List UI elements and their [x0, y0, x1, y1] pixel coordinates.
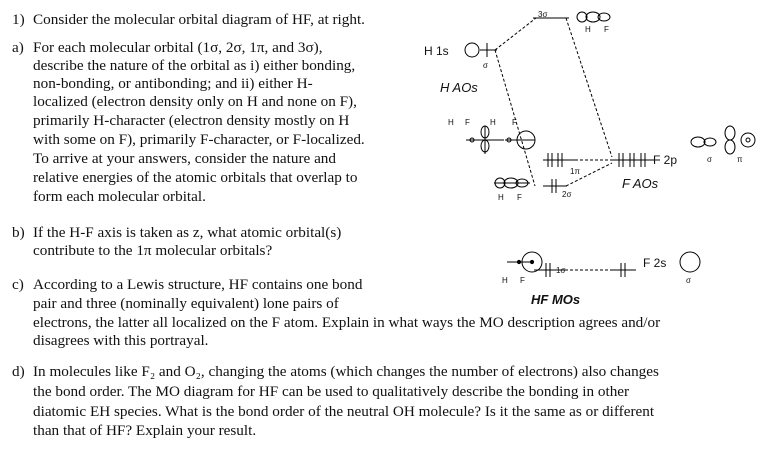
- mo-1pi-icon: [466, 126, 535, 154]
- f2p-pi-orbital-icon: [725, 126, 755, 154]
- part-c-line: pair and three (nominally equivalent) lone pairs of: [33, 295, 339, 312]
- part-a-line: form each molecular orbital.: [33, 188, 206, 205]
- hf-mos-label: HF MOs: [531, 292, 581, 307]
- question-intro: Consider the molecular orbital diagram of HF, at right.: [33, 11, 365, 28]
- correlation-lines: [495, 18, 612, 270]
- atom-f-label: F: [520, 276, 525, 285]
- f2p-sigma-orbital-icon: [691, 137, 716, 147]
- part-c-line: disagrees with this portrayal.: [33, 332, 209, 349]
- mo-3sigma-icon: [577, 12, 610, 22]
- mo-3sigma-label: 3σ: [538, 10, 548, 19]
- atom-h-label: H: [448, 118, 454, 127]
- part-a-line: describe the nature of the orbital as i) either bonding,: [33, 57, 356, 74]
- part-d-line: In molecules like F₂ and O₂, changing the atoms (which changes the number of electrons) also changes: [33, 363, 659, 380]
- h1s-symmetry: σ: [483, 61, 488, 70]
- part-a-label: a): [12, 39, 24, 56]
- atom-h-label: H: [490, 118, 496, 127]
- atom-h-label: H: [498, 193, 504, 202]
- part-a-line: relative energies of the atomic orbitals that overlap to: [33, 169, 358, 186]
- part-c-line: According to a Lewis structure, HF contains one bond: [33, 276, 363, 293]
- part-a-line: For each molecular orbital (1σ, 2σ, 1π, and 3σ),: [33, 39, 323, 56]
- f2s-orbital-icon: [680, 252, 700, 272]
- h1s-orbital-icon: [465, 43, 479, 57]
- mo-2sigma-label: 2σ: [562, 190, 572, 199]
- part-a-line: non-bonding, or antibonding; and ii) either H-: [33, 75, 313, 92]
- energy-levels: [481, 18, 660, 270]
- part-d-line: diatomic EH species. What is the bond order of the neutral OH molecule? Is it the same as or different: [33, 403, 655, 420]
- part-a-line: primarily H-character (electron density mostly on H: [33, 112, 350, 129]
- h1s-label: H 1s: [424, 44, 449, 58]
- atom-f-label: F: [512, 118, 517, 127]
- part-b-label: b): [12, 224, 25, 241]
- mo-1sigma-icon: [507, 252, 542, 272]
- mo-1sigma-label: 1σ: [556, 266, 566, 275]
- f2p-label: F 2p: [653, 153, 678, 167]
- part-d-label: d): [12, 363, 25, 380]
- f2s-label: F 2s: [643, 256, 667, 270]
- mo-1pi-label: 1π: [570, 167, 580, 176]
- f-aos-label: F AOs: [622, 176, 659, 191]
- atom-h-label: H: [585, 25, 591, 34]
- part-c-label: c): [12, 276, 24, 293]
- f2s-symmetry: σ: [686, 276, 691, 285]
- part-a-line: To arrive at your answers, consider the nature and: [33, 150, 336, 167]
- f2p-pi-symmetry: π: [737, 155, 743, 164]
- part-c-line: electrons, the latter all localized on the F atom. Explain in what ways the MO description agrees and/or: [33, 314, 661, 331]
- part-d-line: the bond order. The MO diagram for HF can be used to qualitatively describe the bonding in other: [33, 383, 630, 400]
- atom-f-label: F: [517, 193, 522, 202]
- h-aos-label: H AOs: [440, 80, 478, 95]
- f2p-sigma-symmetry: σ: [707, 155, 712, 164]
- part-d-line: than that of HF? Explain your result.: [33, 422, 257, 439]
- part-a-line: with some on F), primarily F-character, or F-localized.: [33, 131, 365, 148]
- part-a-line: localized (electron density only on H and none on F),: [33, 93, 357, 110]
- part-b-line: contribute to the 1π molecular orbitals?: [33, 242, 273, 259]
- atom-h-label: H: [502, 276, 508, 285]
- part-b-line: If the H-F axis is taken as z, what atomic orbital(s): [33, 224, 342, 241]
- mo-2sigma-icon: [494, 178, 530, 188]
- atom-f-label: F: [465, 118, 470, 127]
- question-number: 1): [12, 11, 25, 28]
- atom-f-label: F: [604, 25, 609, 34]
